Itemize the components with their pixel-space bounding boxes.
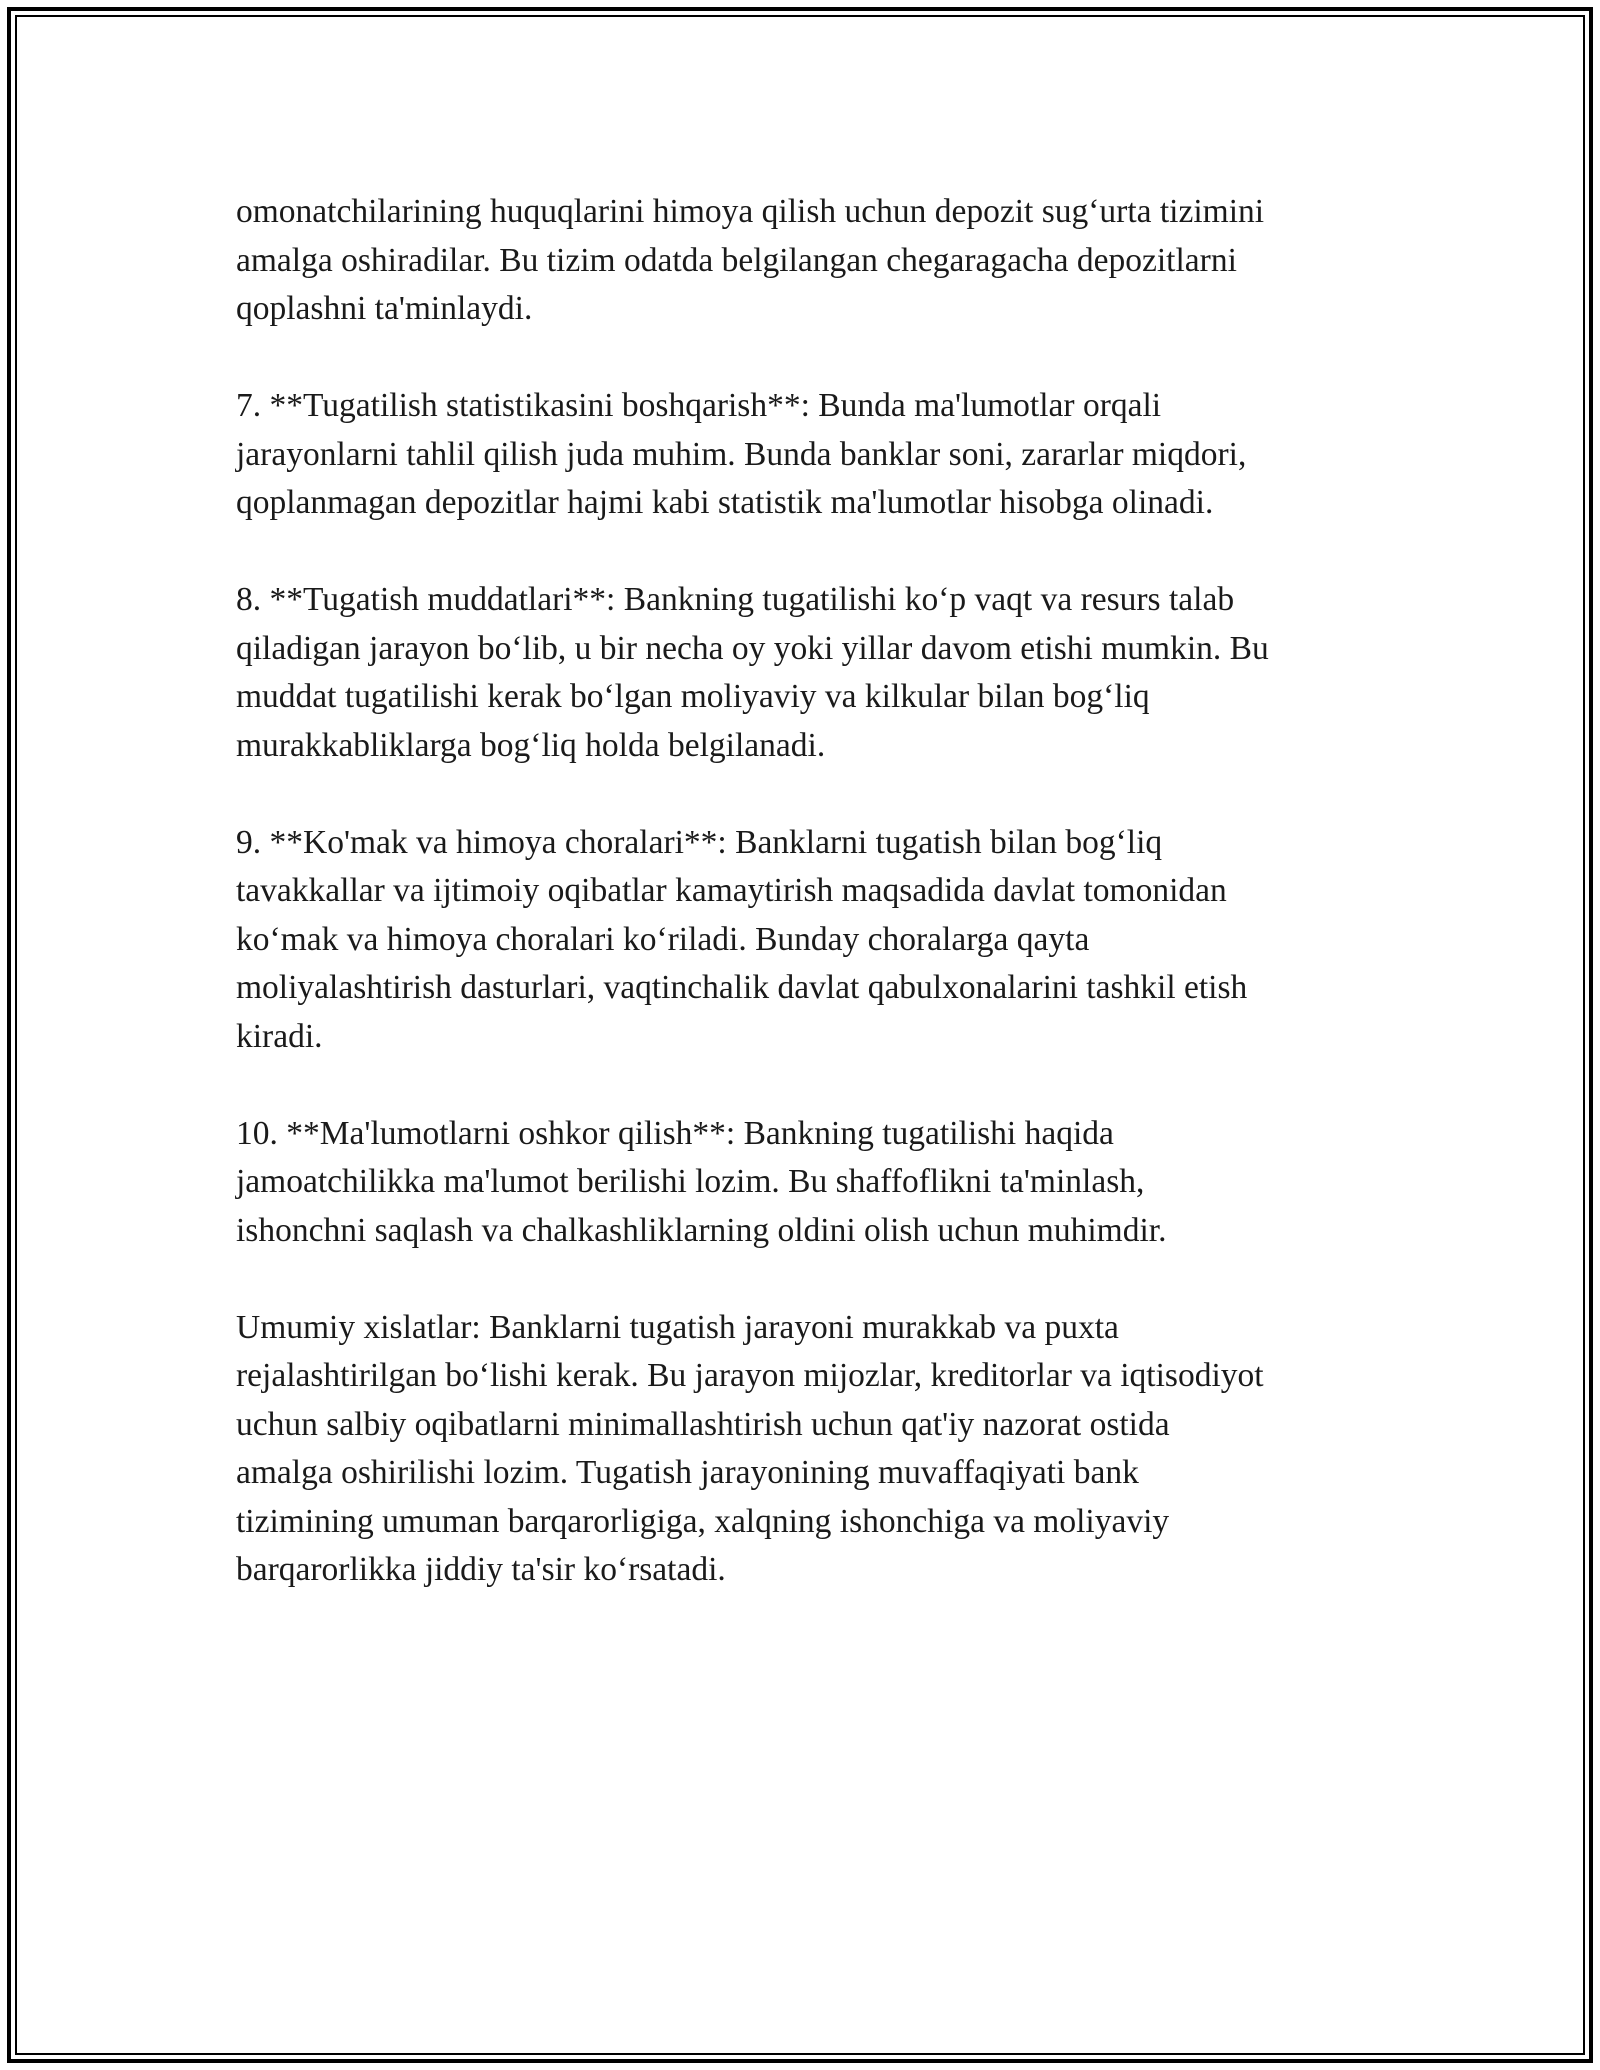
document-body [236,188,1376,1643]
text-line: qiladigan jarayon bo‘lib, u bir necha oy yoki yillar davom etishi mumkin. Bu [236,629,1269,667]
paragraph-summary [236,1304,1376,1595]
text-line: muddat tugatilishi kerak bo‘lgan moliyaviy va kilkular bilan bog‘liq [236,678,1150,715]
paragraph-item-9 [236,819,1376,1062]
paragraph-item-8 [236,576,1376,770]
paragraph-item-7 [236,382,1376,528]
text-line: qoplanmagan depozitlar hajmi kabi statistik ma'lumotlar hisobga olinadi. [236,484,1214,521]
text-line: rejalashtirilgan bo‘lishi kerak. Bu jarayon mijozlar, kreditorlar va iqtisodiyot [236,1357,1264,1394]
text-line: amalga oshiradilar. Bu tizim odatda belgilangan chegaragacha depozitlarni [236,241,1237,279]
text-line: uchun salbiy oqibatlarni minimallashtirish uchun qat'iy nazorat ostida [236,1405,1170,1443]
text-line: 9. **Ko'mak va himoya choralari**: Banklarni tugatish bilan bog‘liq [236,823,1163,861]
text-line: barqarorlikka jiddiy ta'sir ko‘rsatadi. [236,1551,726,1588]
text-line: 7. **Tugatilish statistikasini boshqarish**: Bunda ma'lumotlar orqali [236,387,1162,424]
text-line: omonatchilarining huquqlarini himoya qilish uchun depozit sug‘urta tizimini [236,193,1265,230]
text-line: murakkabliklarga bog‘liq holda belgilanadi. [236,726,826,764]
text-line: qoplashni ta'minlaydi. [236,290,533,327]
text-line: moliyalashtirish dasturlari, vaqtinchalik davlat qabulxonalarini tashkil etish [236,969,1248,1006]
text-line: Umumiy xislatlar: Banklarni tugatish jarayoni murakkab va puxta [236,1308,1119,1346]
paragraph-deposit-insurance [236,188,1376,334]
text-line: ishonchni saqlash va chalkashliklarning oldini olish uchun muhimdir. [236,1211,1167,1249]
text-line: jarayonlarni tahlil qilish juda muhim. Bunda banklar soni, zararlar miqdori, [236,435,1247,473]
text-line: tavakkallar va ijtimoiy oqibatlar kamaytirish maqsadida davlat tomonidan [236,872,1227,909]
text-line: 8. **Tugatish muddatlari**: Bankning tugatilishi ko‘p vaqt va resurs talab [236,581,1235,618]
text-line: amalga oshirilishi lozim. Tugatish jarayonining muvaffaqiyati bank [236,1454,1139,1491]
text-line: 10. **Ma'lumotlarni oshkor qilish**: Bankning tugatilishi haqida [236,1114,1114,1152]
text-line: kiradi. [236,1017,323,1055]
paragraph-item-10 [236,1110,1376,1256]
text-line: jamoatchilikka ma'lumot berilishi lozim. Bu shaffoflikni ta'minlash, [236,1163,1145,1200]
text-line: ko‘mak va himoya choralari ko‘riladi. Bunday choralarga qayta [236,920,1090,958]
text-line: tizimining umuman barqarorligiga, xalqning ishonchiga va moliyaviy [236,1502,1170,1540]
